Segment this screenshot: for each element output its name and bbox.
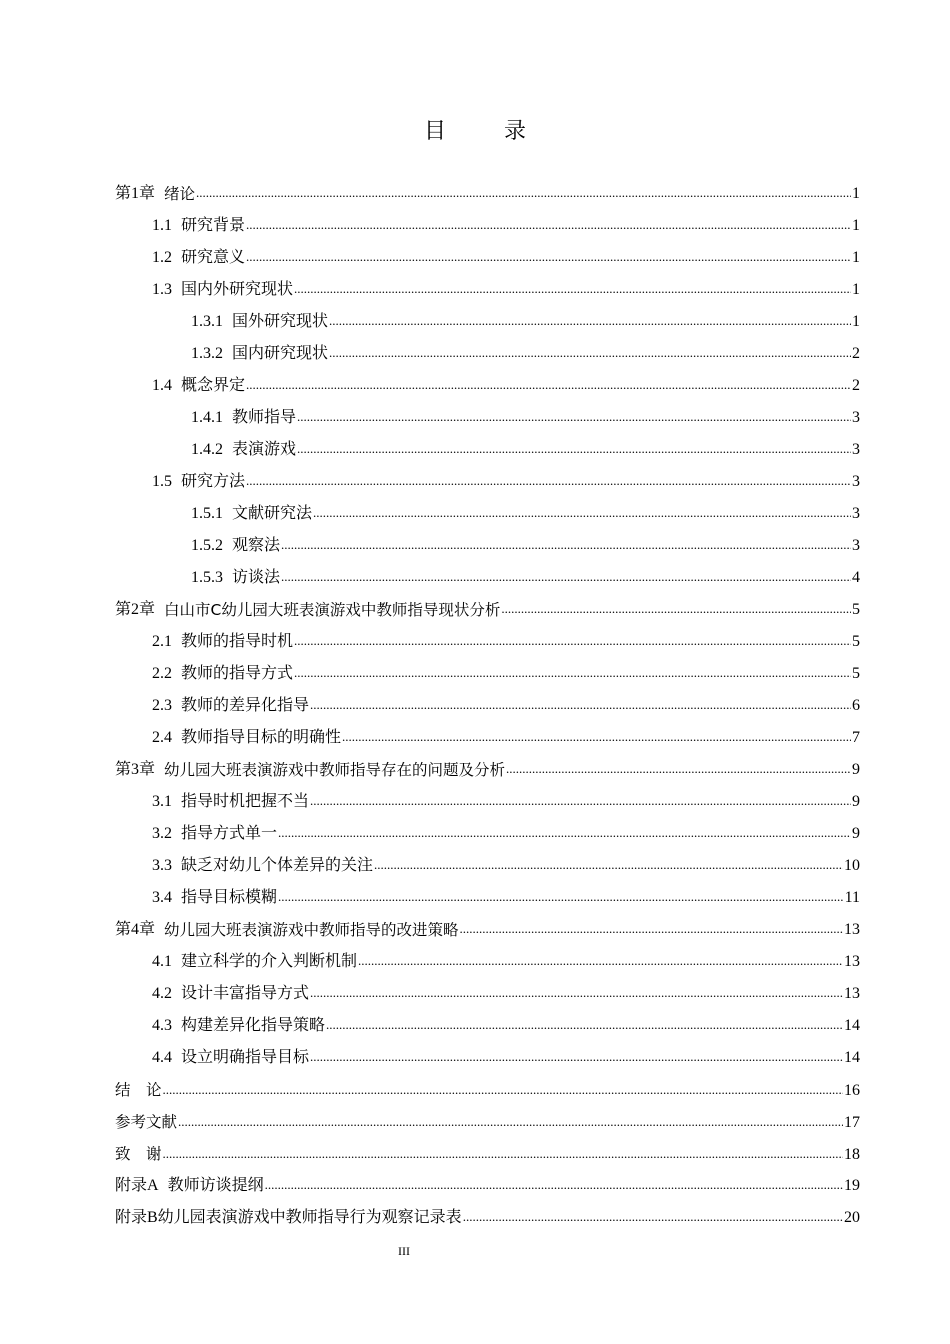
toc-entry-title: 缺乏对幼儿个体差异的关注 [181,857,374,874]
toc-entry[interactable] [0,1138,950,1170]
toc-entry-number: 1.4 [152,377,172,394]
toc-entry-title: 致 谢 [115,1145,162,1163]
toc-entry-page: 3 [852,409,860,426]
toc-entry-page: 5 [852,665,860,682]
toc-entry-number: 1.4.2 [191,441,223,458]
toc-entry-page: 1 [852,281,860,298]
toc-entry[interactable] [0,786,950,818]
dot-leader [265,1169,843,1201]
toc-entry-number: 3.2 [152,825,172,842]
toc-entry-number: 2.2 [152,665,172,682]
toc-entry-number: 3.3 [152,857,172,874]
toc-entry-page: 3 [852,537,860,554]
toc-entry-number: 附录A [115,1177,159,1194]
dot-leader [294,273,851,305]
dot-leader [281,529,851,561]
toc-entry-number: 3.4 [152,889,172,906]
toc-entry[interactable] [0,1010,950,1042]
toc-entry[interactable] [0,1202,950,1234]
toc-entry-title: 指导方式单一 [181,825,278,842]
toc-entry-page: 13 [844,921,860,938]
toc-entry-title: 构建差异化指导策略 [181,1017,326,1034]
toc-entry-page: 2 [852,345,860,362]
toc-entry-page: 6 [852,697,860,714]
dot-leader [310,689,851,721]
toc-entry[interactable] [0,1106,950,1138]
toc-entry-title: 访谈法 [232,569,281,586]
toc-entry[interactable] [0,626,950,658]
toc-entry-page: 7 [852,729,860,746]
toc-entry[interactable] [0,818,950,850]
dot-leader [278,817,851,849]
toc-entry-title: 设计丰富指导方式 [181,985,310,1002]
toc-entry-title: 结 论 [115,1081,162,1099]
toc-entry-page: 3 [852,505,860,522]
toc-entry-page: 3 [852,473,860,490]
toc-entry-title: 指导时机把握不当 [181,793,310,810]
page-number: III [398,1244,410,1258]
dot-leader [329,337,851,369]
toc-entry-page: 2 [852,377,860,394]
toc-entry[interactable] [0,882,950,914]
toc-entry[interactable] [0,434,950,466]
toc-entry-page: 13 [844,953,860,970]
toc-entry[interactable] [0,850,950,882]
dot-leader [501,593,851,625]
toc-entry-number: 1.3 [152,281,172,298]
toc-entry-title: 表演游戏 [232,441,297,458]
toc-entry-number: 第3章 [115,761,156,778]
dot-leader [278,881,844,913]
dot-leader [297,401,851,433]
page-title: 目 录 [423,119,544,144]
dot-leader [294,625,851,657]
toc-entry-number: 第4章 [115,921,156,938]
toc-entry[interactable] [0,594,950,626]
toc-entry-title: 附录B幼儿园表演游戏中教师指导行为观察记录表 [115,1209,462,1226]
toc-entry-title: 文献研究法 [232,505,313,522]
toc-entry-number: 1.5 [152,473,172,490]
toc-entry[interactable] [0,1170,950,1202]
toc-entry-page: 5 [852,601,860,618]
toc-entry-page: 20 [844,1209,860,1226]
toc-entry-number: 1.5.3 [191,569,223,586]
toc-entry[interactable] [0,306,950,338]
toc-entry[interactable] [0,690,950,722]
toc-entry[interactable] [0,530,950,562]
dot-leader [196,177,851,209]
toc-entry[interactable] [0,178,950,210]
toc-entry-page: 9 [852,793,860,810]
dot-leader [163,1074,843,1106]
dot-leader [310,1041,843,1073]
toc-entry-page: 16 [844,1082,860,1099]
toc-entry-page: 10 [844,857,860,874]
toc-entry-page: 1 [852,249,860,266]
dot-leader [463,1201,843,1233]
toc-entry[interactable] [0,402,950,434]
toc-entry-title: 国内研究现状 [232,345,329,362]
toc-entry-page: 1 [852,313,860,330]
toc-entry-title: 设立明确指导目标 [181,1049,310,1066]
toc-entry-title: 教师的指导方式 [181,665,294,682]
dot-leader [297,433,851,465]
toc-entry-page: 18 [844,1146,860,1163]
toc-entry[interactable] [0,498,950,530]
toc-entry-page: 17 [844,1114,860,1131]
table-of-contents [0,178,950,1234]
toc-entry[interactable] [0,754,950,786]
toc-entry-number: 3.1 [152,793,172,810]
toc-entry-page: 14 [844,1017,860,1034]
toc-entry-page: 4 [852,569,860,586]
toc-entry-page: 9 [852,825,860,842]
dot-leader [326,1009,843,1041]
toc-entry-number: 1.3.1 [191,313,223,330]
dot-leader [178,1106,843,1138]
toc-entry[interactable] [0,562,950,594]
toc-entry-number: 1.1 [152,217,172,234]
dot-leader [374,849,843,881]
toc-entry-number: 1.4.1 [191,409,223,426]
toc-entry[interactable] [0,242,950,274]
dot-leader [294,657,851,689]
toc-entry[interactable] [0,914,950,946]
toc-entry-title: 建立科学的介入判断机制 [181,953,358,970]
toc-entry-title: 研究背景 [181,217,246,234]
toc-entry-number: 4.4 [152,1049,172,1066]
dot-leader [163,1138,843,1170]
dot-leader [246,241,851,273]
toc-entry[interactable] [0,1042,950,1074]
dot-leader [310,785,851,817]
toc-entry-title: 幼儿园大班表演游戏中教师指导存在的问题及分析 [164,761,506,779]
toc-entry-page: 1 [852,185,860,202]
dot-leader [281,561,851,593]
toc-entry-number: 1.2 [152,249,172,266]
toc-entry-title: 白山市C幼儿园大班表演游戏中教师指导现状分析 [164,601,501,619]
toc-entry-page: 11 [844,889,860,906]
toc-entry-number: 第1章 [115,185,156,202]
dot-leader [358,945,843,977]
toc-entry-page: 13 [844,985,860,1002]
toc-entry[interactable] [0,946,950,978]
toc-entry-title: 观察法 [232,537,281,554]
toc-entry[interactable] [0,210,950,242]
toc-entry[interactable] [0,722,950,754]
toc-entry-page: 14 [844,1049,860,1066]
dot-leader [246,209,851,241]
toc-entry-title: 教师的指导时机 [181,633,294,650]
toc-entry-title: 参考文献 [115,1113,178,1131]
toc-entry-number: 4.1 [152,953,172,970]
toc-entry-title: 教师指导 [232,409,297,426]
toc-entry-title: 教师的差异化指导 [181,697,310,714]
toc-entry-page: 3 [852,441,860,458]
toc-entry[interactable] [0,338,950,370]
toc-entry-number: 2.1 [152,633,172,650]
toc-entry-number: 1.5.1 [191,505,223,522]
toc-entry-title: 国内外研究现状 [181,281,294,298]
toc-entry[interactable] [0,978,950,1010]
toc-entry-title: 绪论 [164,185,196,203]
toc-entry[interactable] [0,658,950,690]
toc-entry-title: 指导目标模糊 [181,889,278,906]
toc-entry-title: 研究意义 [181,249,246,266]
dot-leader [329,305,851,337]
dot-leader [313,497,851,529]
dot-leader [342,721,851,753]
dot-leader [506,753,851,785]
toc-entry-number: 第2章 [115,601,156,618]
toc-entry-number: 1.5.2 [191,537,223,554]
toc-entry[interactable] [0,274,950,306]
toc-entry-number: 2.4 [152,729,172,746]
toc-entry-number: 1.3.2 [191,345,223,362]
toc-entry-title: 国外研究现状 [232,313,329,330]
toc-entry-number: 2.3 [152,697,172,714]
dot-leader [246,465,851,497]
toc-entry-title: 教师访谈提纲 [167,1177,264,1194]
toc-entry-page: 9 [852,761,860,778]
toc-entry-number: 4.2 [152,985,172,1002]
toc-entry-title: 概念界定 [181,377,246,394]
dot-leader [310,977,843,1009]
dot-leader [246,369,851,401]
toc-entry-number: 4.3 [152,1017,172,1034]
dot-leader [460,913,843,945]
toc-entry-title: 教师指导目标的明确性 [181,729,342,746]
toc-entry[interactable] [0,1074,950,1106]
toc-entry[interactable] [0,466,950,498]
toc-entry-title: 研究方法 [181,473,246,490]
toc-entry-title: 幼儿园大班表演游戏中教师指导的改进策略 [164,921,459,939]
toc-entry-page: 1 [852,217,860,234]
toc-entry-page: 5 [852,633,860,650]
toc-entry-page: 19 [844,1177,860,1194]
toc-entry[interactable] [0,370,950,402]
